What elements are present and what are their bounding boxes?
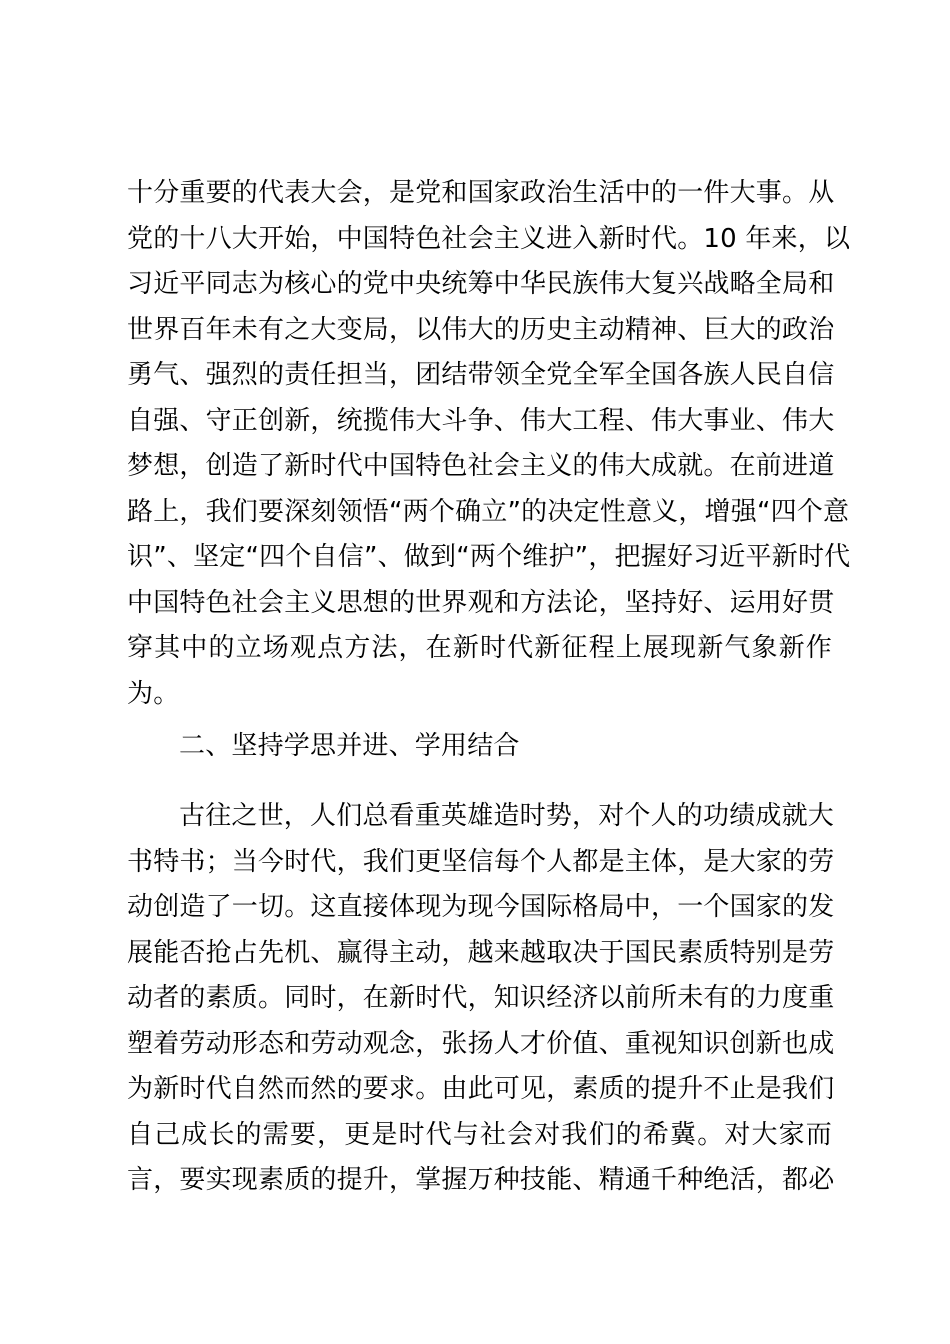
paragraph-line: 为。 [127, 678, 180, 709]
paragraph-line: 中国特色社会主义思想的世界观和方法论，坚持好、运用好贯 [127, 587, 835, 618]
paragraph-line: 古往之世，人们总看重英雄造时势，对个人的功绩成就大 [179, 801, 835, 831]
paragraph-line: 穿其中的立场观点方法，在新时代新征程上展现新气象新作 [127, 633, 832, 663]
paragraph-line: 识”、坚定“四个自信”、做到“两个维护”，把握好习近平新时代 [127, 542, 851, 572]
paragraph-line: 言，要实现素质的提升，掌握万种技能、精通千种绝活，都必 [127, 1165, 835, 1195]
paragraph-line: 党的十八大开始，中国特色社会主义进入新时代。10 年来，以 [127, 223, 851, 254]
paragraph-line: 动者的素质。同时，在新时代，知识经济以前所未有的力度重 [127, 983, 835, 1013]
paragraph-line: 勇气、强烈的责任担当，团结带领全党全军全国各族人民自信 [127, 360, 835, 390]
paragraph-line: 路上，我们要深刻领悟“两个确立”的决定性意义，增强“四个意 [127, 496, 850, 527]
body-paragraph-1 [127, 171, 851, 717]
paragraph-line: 塑着劳动形态和劳动观念，张扬人才价值、重视知识创新也成 [127, 1028, 835, 1059]
body-paragraph-2 [127, 794, 835, 1204]
paragraph-line: 为新时代自然而然的要求。由此可见，素质的提升不止是我们 [127, 1074, 835, 1104]
paragraph-line: 梦想，创造了新时代中国特色社会主义的伟大成就。在前进道 [127, 451, 835, 481]
paragraph-line: 习近平同志为核心的党中央统筹中华民族伟大复兴战略全局和 [127, 269, 835, 299]
paragraph-line: 世界百年未有之大变局，以伟大的历史主动精神、巨大的政治 [127, 314, 835, 345]
section-heading-block [127, 724, 832, 770]
paragraph-line: 自强、守正创新，统揽伟大斗争、伟大工程、伟大事业、伟大 [127, 405, 835, 436]
paragraph-line: 动创造了一切。这直接体现为现今国际格局中，一个国家的发 [127, 892, 835, 922]
paragraph-line: 书特书；当今时代，我们更坚信每个人都是主体，是大家的劳 [127, 846, 835, 877]
section-heading: 二、坚持学思并进、学用结合 [179, 731, 520, 761]
paragraph-line: 展能否抢占先机、赢得主动，越来越取决于国民素质特别是劳 [127, 937, 835, 968]
paragraph-line: 自己成长的需要，更是时代与社会对我们的希冀。对大家而 [127, 1119, 832, 1150]
paragraph-line: 十分重要的代表大会，是党和国家政治生活中的一件大事。从 [127, 178, 835, 208]
